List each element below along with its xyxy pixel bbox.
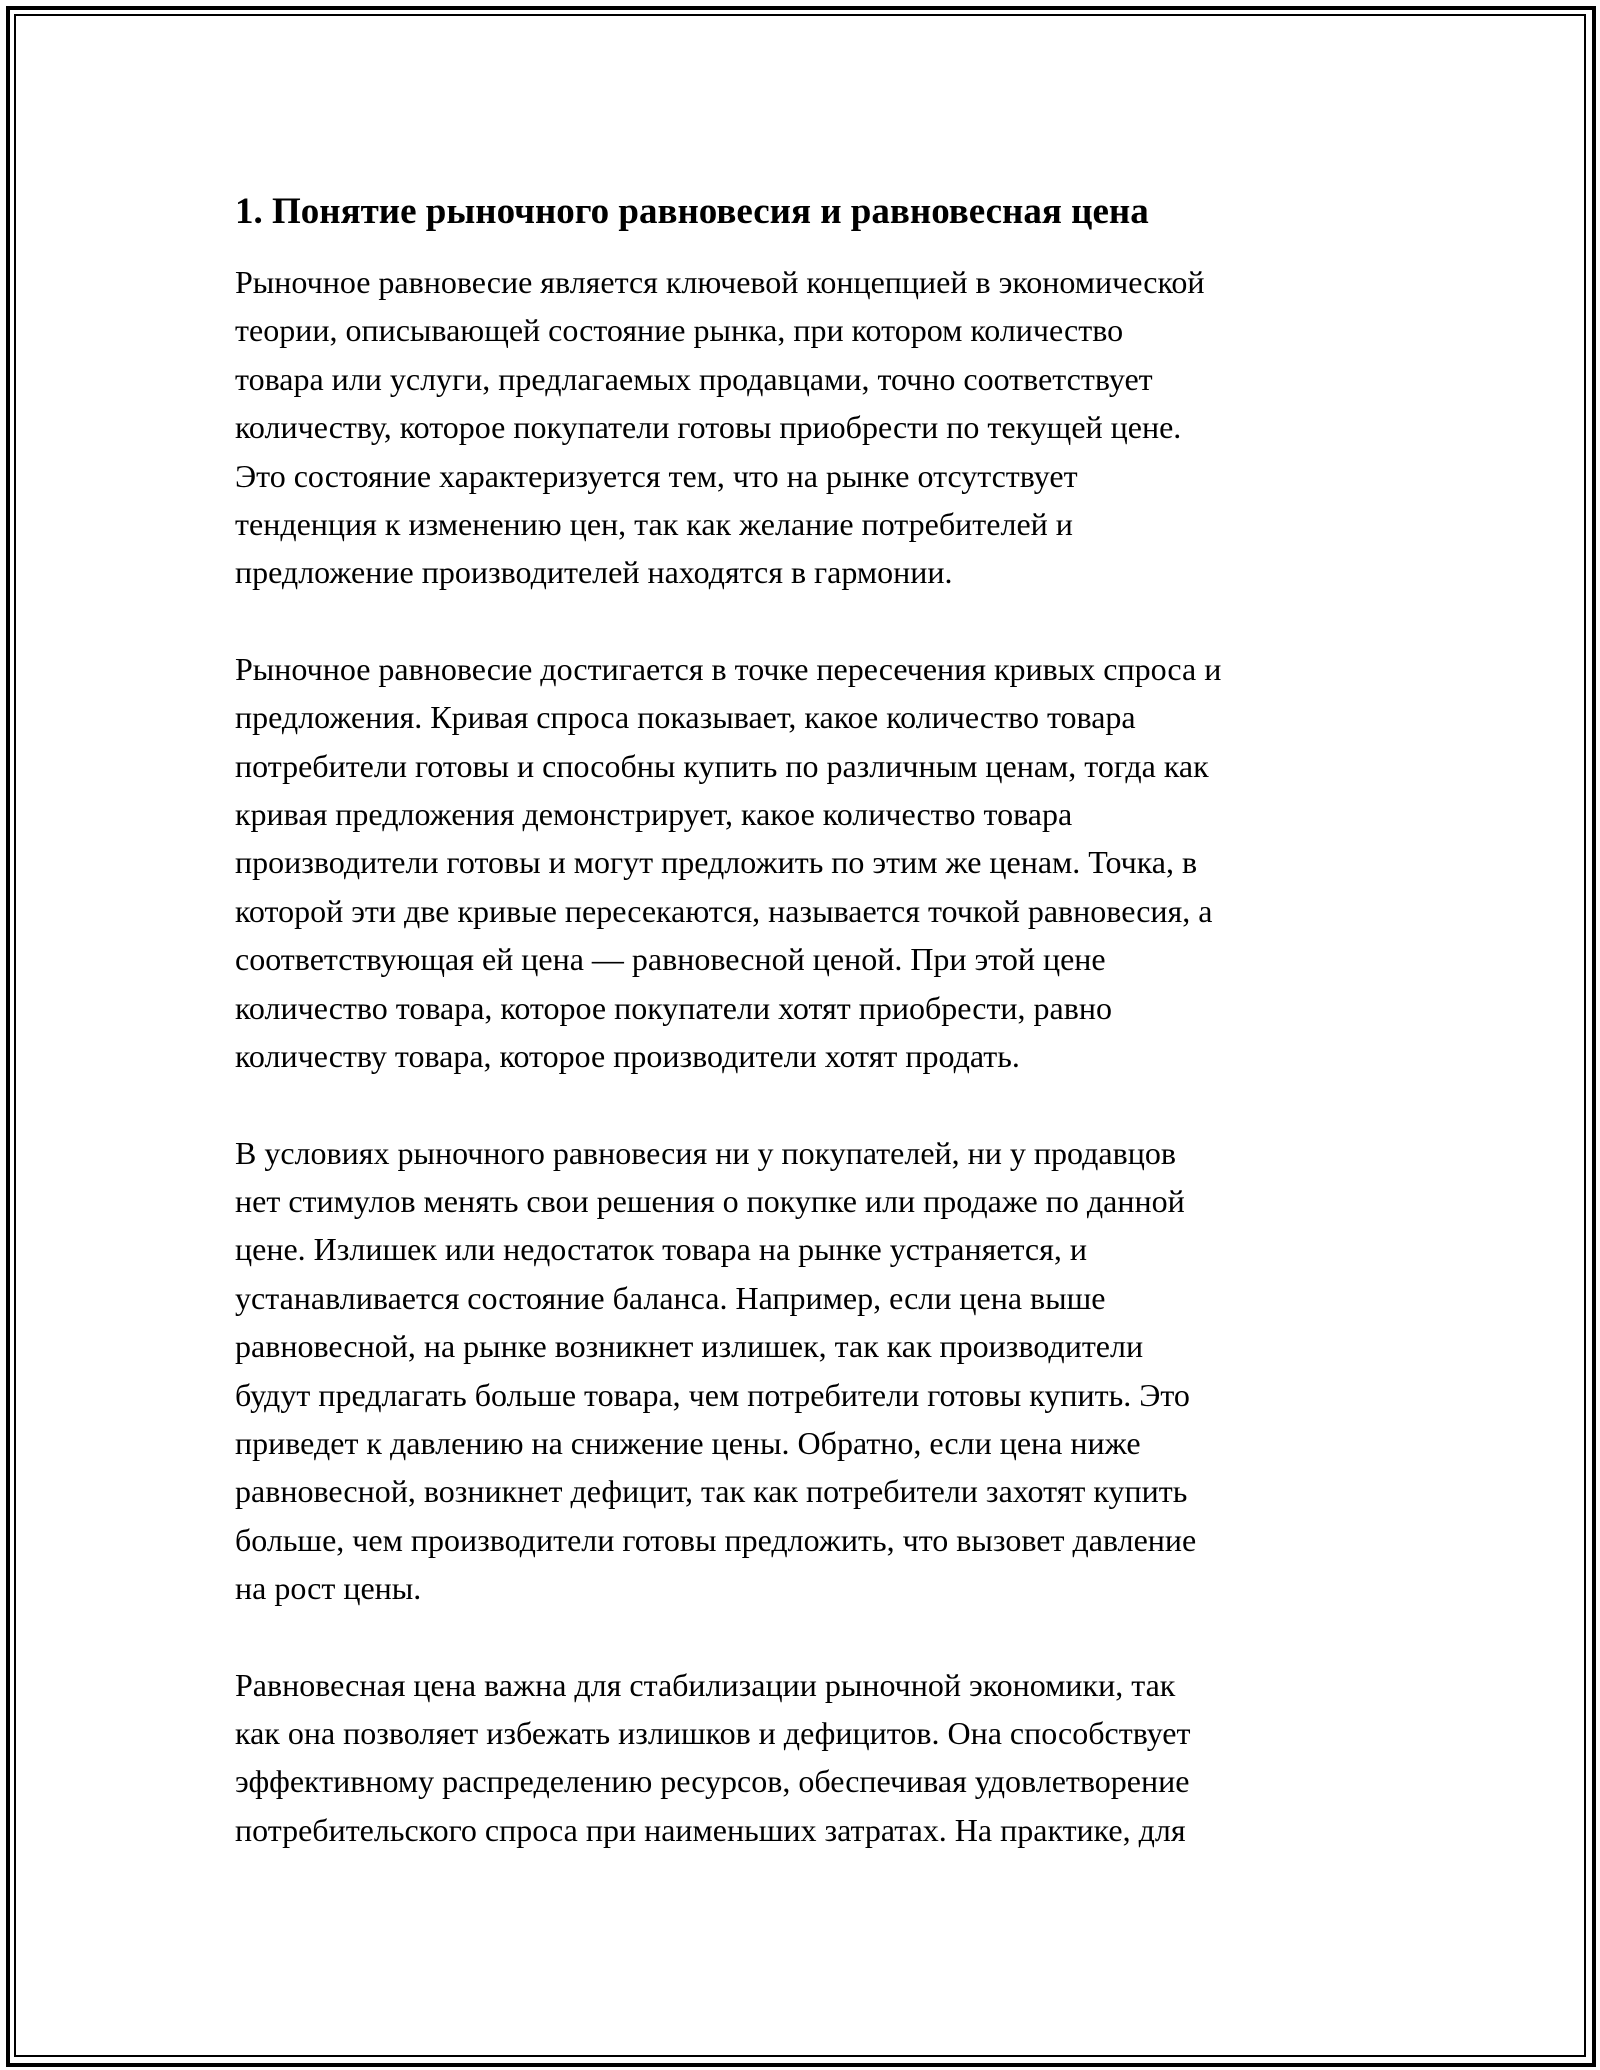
text-line: В условиях рыночного равновесия ни у покупателей, ни у продавцов	[235, 1134, 1176, 1171]
text-line: приведет к давлению на снижение цены. Обратно, если цена ниже	[235, 1424, 1141, 1461]
text-line: предложения. Кривая спроса показывает, какое количество товара	[235, 699, 1136, 736]
text-line: товара или услуги, предлагаемых продавцами, точно соответствует	[235, 360, 1153, 397]
text-line: количеству, которое покупатели готовы приобрести по текущей цене.	[235, 409, 1182, 446]
text-line: количество товара, которое покупатели хотят приобрести, равно	[235, 989, 1112, 1026]
document-body	[235, 188, 1385, 1902]
text-line: потребители готовы и способны купить по различным ценам, тогда как	[235, 747, 1209, 784]
text-line: потребительского спроса при наименьших затратах. На практике, для	[235, 1811, 1186, 1848]
text-line: цене. Излишек или недостаток товара на рынке устраняется, и	[235, 1231, 1087, 1268]
paragraph-2	[235, 645, 1385, 1081]
text-line: равновесной, возникнет дефицит, так как потребители захотят купить	[235, 1473, 1188, 1510]
text-line: нет стимулов менять свои решения о покупке или продаже по данной	[235, 1182, 1185, 1219]
paragraph-1	[235, 258, 1385, 597]
text-line: равновесной, на рынке возникнет излишек, так как производители	[235, 1328, 1144, 1365]
paragraph-3	[235, 1129, 1385, 1613]
text-line: предложение производителей находятся в гармонии.	[235, 554, 953, 591]
text-line: на рост цены.	[235, 1570, 422, 1607]
text-line: Рыночное равновесие является ключевой концепцией в экономической	[235, 264, 1205, 300]
section-heading: 1. Понятие рыночного равновесия и равновесная цена	[235, 191, 1149, 232]
text-line: соответствующая ей цена — равновесной ценой. При этой цене	[235, 941, 1106, 978]
text-line: которой эти две кривые пересекаются, называется точкой равновесия, а	[235, 892, 1213, 929]
text-line: устанавливается состояние баланса. Например, если цена выше	[235, 1279, 1106, 1316]
text-line: кривая предложения демонстрирует, какое количество товара	[235, 796, 1073, 833]
text-line: как она позволяет избежать излишков и дефицитов. Она способствует	[235, 1714, 1191, 1751]
text-line: производители готовы и могут предложить по этим же ценам. Точка, в	[235, 844, 1198, 881]
text-line: тенденция к изменению цен, так как желание потребителей и	[235, 506, 1073, 543]
text-line: больше, чем производители готовы предложить, что вызовет давление	[235, 1521, 1197, 1558]
text-line: эффективному распределению ресурсов, обеспечивая удовлетворение	[235, 1763, 1190, 1800]
text-line: Это состояние характеризуется тем, что на рынке отсутствует	[235, 457, 1078, 494]
paragraph-4	[235, 1661, 1385, 1855]
text-line: количеству товара, которое производители хотят продать.	[235, 1038, 1020, 1075]
text-line: теории, описывающей состояние рынка, при котором количество	[235, 312, 1124, 349]
text-line: Равновесная цена важна для стабилизации рыночной экономики, так	[235, 1666, 1176, 1703]
text-line: будут предлагать больше товара, чем потребители готовы купить. Это	[235, 1376, 1190, 1413]
text-line: Рыночное равновесие достигается в точке пересечения кривых спроса и	[235, 650, 1222, 687]
